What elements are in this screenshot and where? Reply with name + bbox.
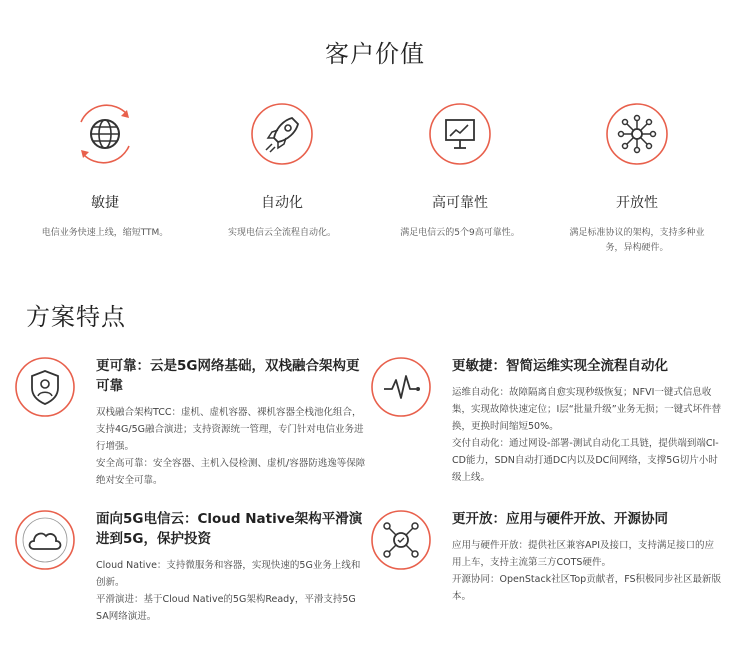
feature-title: 更开放：应用与硬件开放、开源协同: [452, 511, 668, 527]
value-desc: 满足标准协议的架构，支持多种业务，异构硬件。: [569, 228, 705, 253]
value-card-openness: [557, 100, 717, 256]
section-title: 方案特点: [26, 303, 126, 331]
value-card-reliability: [380, 100, 540, 241]
feature-paragraph: Cloud Native：支持微服务和容器，实现快速的5G业务上线和创新。: [96, 560, 361, 588]
feature-paragraph: 双栈融合架构TCC：虚机、虚机容器、裸机容器全栈池化组合，支持4G/5G融合演进；支持资源统一管理，专门针对电信业务进行增强。: [96, 407, 364, 452]
feature-paragraph: 应用与硬件开放：提供社区兼容API及接口，支持满足接口的应用上车，支持主流第三方COTS硬件。: [452, 540, 715, 568]
value-name: 开放性: [616, 195, 658, 211]
feature-paragraph: 平滑演进：基于Cloud Native的5G架构Ready，平滑支持5G SA网络演进。: [96, 594, 356, 622]
feature-title: 更可靠：云是5G网络基础，双栈融合架构更可靠: [96, 358, 360, 394]
feature-paragraph: 安全高可靠：安全容器、主机入侵检测、虚机/容器防逃逸等保障绝对安全可靠。: [96, 458, 366, 486]
presentation-chart-icon: [426, 100, 494, 168]
value-name: 自动化: [261, 195, 303, 211]
feature-paragraph: 运维自动化：故障隔离自愈实现秒级恢复；NFVI一键式信息收集，实现故障快速定位；I层“批量升级”业务无损；一键式坏件替换，更换时间缩短50%。: [452, 387, 722, 432]
value-card-automation: [202, 100, 362, 241]
feature-paragraph: 开源协同：OpenStack社区Top贡献者，FS积极同步社区最新版本。: [452, 574, 722, 602]
value-desc: 电信业务快速上线，缩短TTM。: [41, 228, 169, 238]
rocket-icon: [248, 100, 316, 168]
shield-user-icon: [14, 356, 76, 418]
page-title: 客户价值: [325, 40, 425, 68]
value-desc: 实现电信云全流程自动化。: [227, 228, 336, 238]
value-name: 高可靠性: [432, 195, 488, 211]
value-name: 敏捷: [91, 195, 119, 211]
feature-paragraph: 交付自动化：通过网设-部署-测试自动化工具链，提供端到端CI-CD能力，SDN自动打通DC内以及DC间网络，支撑5G切片小时级上线。: [452, 438, 719, 483]
feature-title: 面向5G电信云：Cloud Native架构平滑演进到5G，保护投资: [96, 511, 363, 547]
value-card-agile: [25, 100, 185, 241]
globe-icon: [71, 100, 139, 168]
connected-nodes-icon: [370, 509, 432, 571]
value-desc: 满足电信云的5个9高可靠性。: [400, 228, 520, 238]
cloud-icon: [14, 509, 76, 571]
feature-title: 更敏捷：智简运维实现全流程自动化: [452, 358, 668, 374]
pulse-icon: [370, 356, 432, 418]
network-hub-icon: [603, 100, 671, 168]
